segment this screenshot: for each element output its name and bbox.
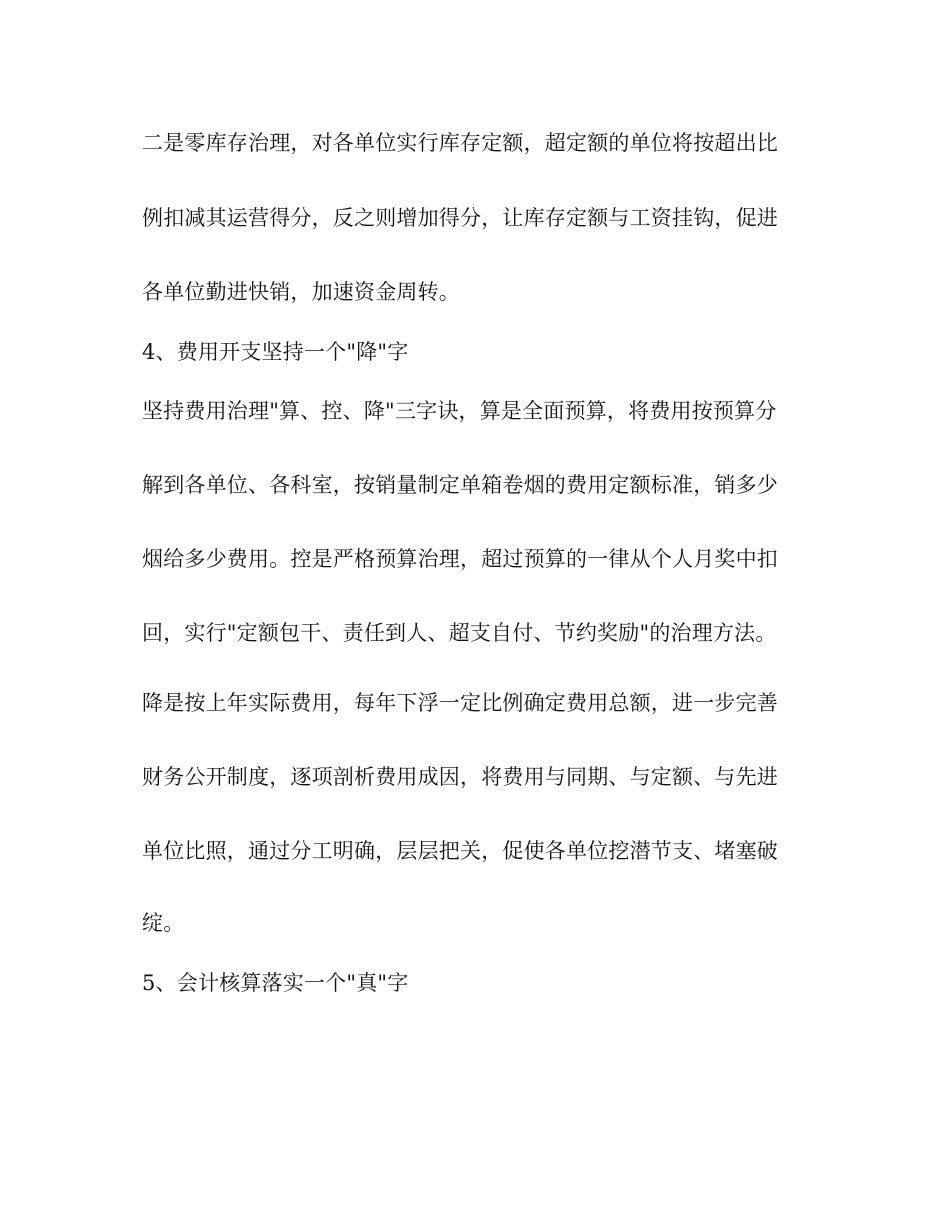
paragraph-2-line-3: 烟给多少费用。控是严格预算治理，超过预算的一律从个人月奖中扣 bbox=[142, 547, 778, 571]
paragraph-2-line-6: 财务公开制度，逐项剖析费用成因，将费用与同期、与定额、与先进 bbox=[142, 765, 778, 789]
paragraph-2-line-7: 单位比照，通过分工明确，层层把关，促使各单位挖潜节支、堵塞破 bbox=[142, 839, 778, 863]
paragraph-2-line-5: 降是按上年实际费用，每年下浮一定比例确定费用总额，进一步完善 bbox=[142, 691, 778, 715]
paragraph-2-line-2: 解到各单位、各科室，按销量制定单箱卷烟的费用定额标准，销多少 bbox=[142, 473, 778, 497]
paragraph-2-line-4: 回，实行"定额包干、责任到人、超支自付、节约奖励"的治理方法。 bbox=[142, 621, 777, 645]
paragraph-2-line-1: 坚持费用治理"算、控、降"三字诀，算是全面预算，将费用按预算分 bbox=[142, 399, 777, 423]
paragraph-2-line-8: 绽。 bbox=[142, 911, 185, 935]
paragraph-1-line-2: 例扣减其运营得分，反之则增加得分，让库存定额与工资挂钩，促进 bbox=[142, 206, 778, 230]
section-heading-5: 5、会计核算落实一个"真"字 bbox=[142, 971, 409, 995]
paragraph-1-line-1: 二是零库存治理，对各单位实行库存定额，超定额的单位将按超出比 bbox=[142, 131, 778, 155]
section-heading-4: 4、费用开支坚持一个"降"字 bbox=[142, 340, 409, 364]
paragraph-1-line-3: 各单位勤进快销，加速资金周转。 bbox=[142, 280, 460, 304]
